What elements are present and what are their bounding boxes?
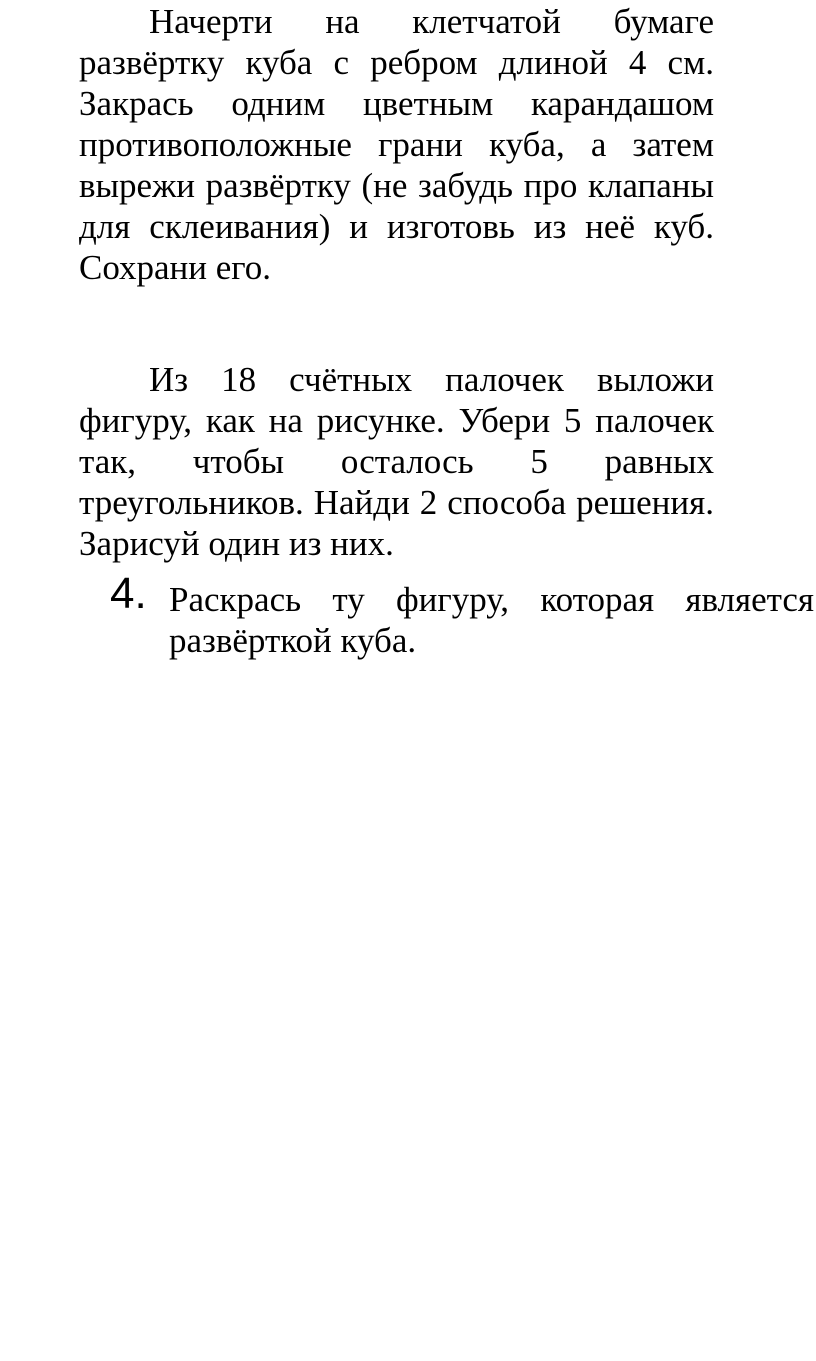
task-4-number: 4.: [110, 569, 147, 618]
task-counting-sticks-paragraph: Из 18 счётных палочек выложи фигуру, как на рисунке. Убери 5 палочек так, чтобы осталось 5 равных треугольников. Найди 2 способа решения. Зарисуй один из них.: [79, 360, 714, 563]
task-cube-net-paragraph: Начерти на клетчатой бумаге развёртку куба с ребром длиной 4 см. Закрась одним цветным карандашом противоположные грани куба, а затем вырежи развёртку (не забудь про клапаны для склеивания) и изготовь из неё куб. Сохрани его.: [79, 2, 714, 287]
task-4-text: Раскрась ту фигуру, которая является развёрткой куба.: [169, 580, 814, 660]
